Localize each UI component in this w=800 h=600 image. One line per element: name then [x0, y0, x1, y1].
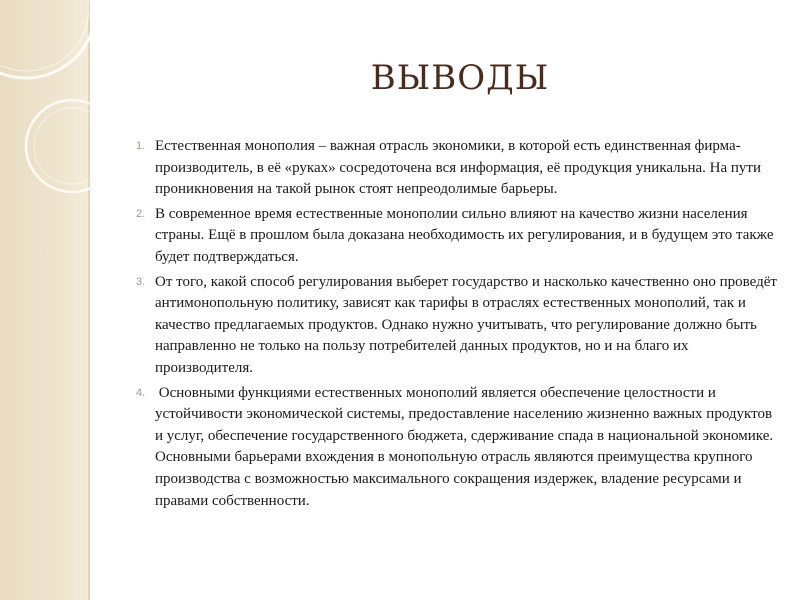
decorative-circle-small [26, 100, 100, 192]
list-item-text: Основными функциями естественных монополий является обеспечение целостности и устойчивости экономической системы, предоставление населению жизненно важных продуктов и услуг, обеспечение государственного бюджета, сдерживание спада в национальной экономике. Основными барьерами вхождения в монопольную отрасль являются преимущества крупного производства с возможностью максимального сокращения издержек, владение ресурсами и правами собственности. [155, 384, 777, 509]
list-item-number: 1. [136, 140, 146, 152]
list-item [136, 136, 782, 201]
list-item-number: 2. [136, 207, 146, 220]
list-item [136, 272, 782, 380]
list-item-text: От того, какой способ регулирования выберет государство и насколько качественно оно проведёт антимонопольную политику, зависят как тарифы в отраслях естественных монополий, так и качество предлагаемых продуктов. Однако нужно учитывать, что регулирование должно быть направленно не только на пользу потребителей данных продуктов, но и на благо их производителя. [155, 273, 777, 376]
decorative-circles [0, 0, 100, 230]
list-item-text: Естественная монополия – важная отрасль экономики, в которой есть единственная фирма-производитель, в её «руках» сосредоточена вся информация, её продукция уникальна. На пути проникновения на такой рынок стоят непреодолимые барьеры. [155, 138, 761, 198]
list-item-number: 3. [136, 275, 146, 288]
conclusions-list [136, 136, 782, 515]
list-item-text: В современное время естественные монополии сильно влияют на качество жизни населения страны. Ещё в прошлом была доказана необходимость их регулирования, и в будущем это также будет подтверждаться. [155, 205, 774, 265]
decorative-circle-large-inner [0, 0, 89, 71]
slide-title: ВЫВОДЫ [370, 58, 550, 98]
list-item [136, 204, 782, 269]
list-item-number: 4. [136, 386, 146, 399]
list-item [136, 383, 782, 513]
decorative-circle-large [0, 0, 96, 78]
decorative-circle-small-inner [34, 108, 100, 184]
